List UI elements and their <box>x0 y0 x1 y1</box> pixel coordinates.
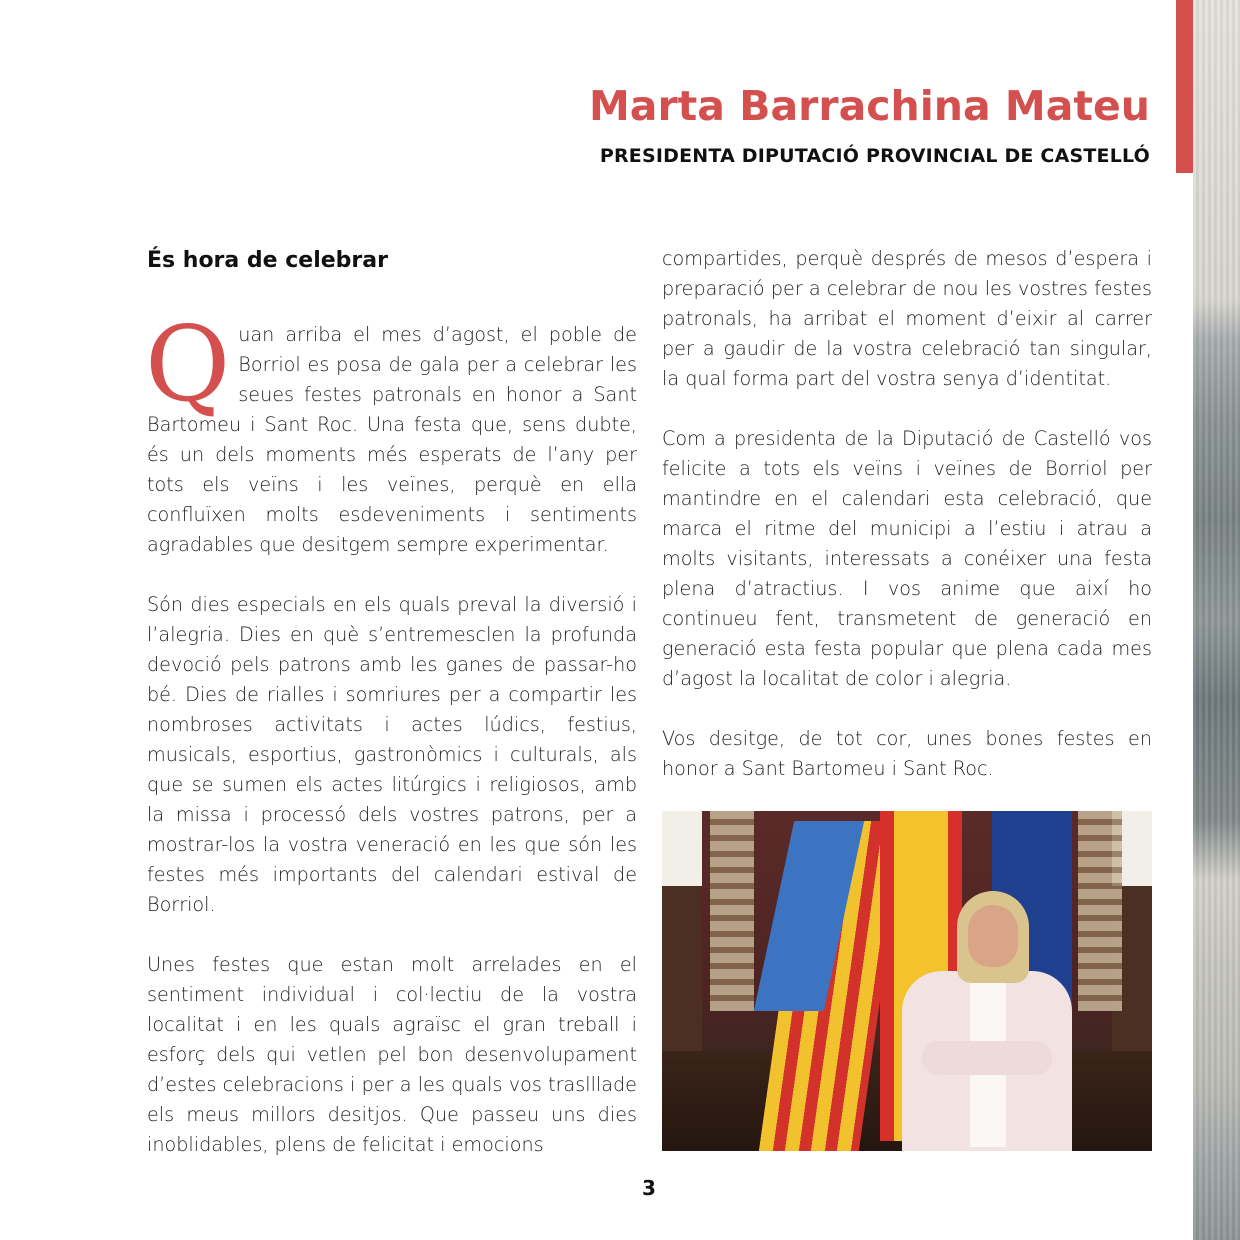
portrait-photo <box>662 811 1152 1151</box>
side-photo-strip <box>1193 0 1240 1240</box>
author-name: Marta Barrachina Mateu <box>589 82 1150 130</box>
paragraph: Són dies especials en els quals preval la diversió i l’alegria. Dies en què s’entremesclen la profunda devoció pels patrons amb les ganes de passar-ho bé. Dies de rialles i somriures per a compartir les nombroses activitats i actes lúdics, festius, musicals, esportius, gastronòmics i culturals, als que se sumen els actes litúrgics i religiosos, amb la missa i processó dels vostres patrons, per a mostrar-los la vostra veneració en les que són les festes més importants del calendari estival de Borriol. <box>147 593 637 916</box>
photo-pilaster <box>1078 811 1122 1011</box>
left-column <box>147 246 637 1190</box>
right-column <box>662 244 1152 814</box>
paragraph-text: uan arriba el mes d’agost, el poble de Borriol es posa de gala per a celebrar les seues festes patronals en honor a Sant Bartomeu i Sant Roc. Una festa que, sens dubte, és un dels moments més esperats de l’any per tots els veïns i les veïnes, perquè en ella confluïxen molts esdeveniments i sentiments agradables que desitgem sempre experimentar. <box>147 323 637 556</box>
paragraph: compartides, perquè després de mesos d’espera i preparació per a celebrar de nou les vostres festes patronals, ha arribat el moment d’eixir al carrer per a gaudir de la vostra celebració tan singular, la qual forma part del vostra senya d’identitat. <box>662 247 1152 390</box>
paragraph: Com a presidenta de la Diputació de Castelló vos felicite a tots els veïns i veïnes de Borriol per mantindre en el calendari esta celebració, que marca el ritme del municipi a l’estiu i atrau a molts visitants, interessats a conéixer una festa plena d’atractius. I vos anime que així ho continueu fent, transmetent de generació en generació esta festa popular que plena cada mes d’agost la localitat de color i alegria. <box>662 427 1152 690</box>
article-title: És hora de celebrar <box>147 248 388 273</box>
paragraph: Unes festes que estan molt arrelades en el sentiment individual i col·lectiu de la vostra localitat i en les quals agraïsc el gran treball i esforç dels qui vetlen pel bon desenvolupament d’estes celebracions i per a les quals vos traslllade els meus millors desitjos. Que passeu uns dies inoblidables, plens de felicitat i emocions <box>147 953 637 1156</box>
photo-pilaster <box>710 811 754 1011</box>
page-number: 3 <box>642 1176 656 1200</box>
person <box>902 891 1072 1151</box>
crossed-arms <box>922 1041 1052 1075</box>
author-role: PRESIDENTA DIPUTACIÓ PROVINCIAL DE CASTELLÓ <box>599 145 1150 167</box>
paragraph <box>145 303 637 560</box>
face <box>968 905 1018 967</box>
accent-bar <box>1176 0 1193 173</box>
drop-cap: Q <box>145 303 231 425</box>
paragraph: Vos desitge, de tot cor, unes bones festes en honor a Sant Bartomeu i Sant Roc. <box>662 727 1152 780</box>
